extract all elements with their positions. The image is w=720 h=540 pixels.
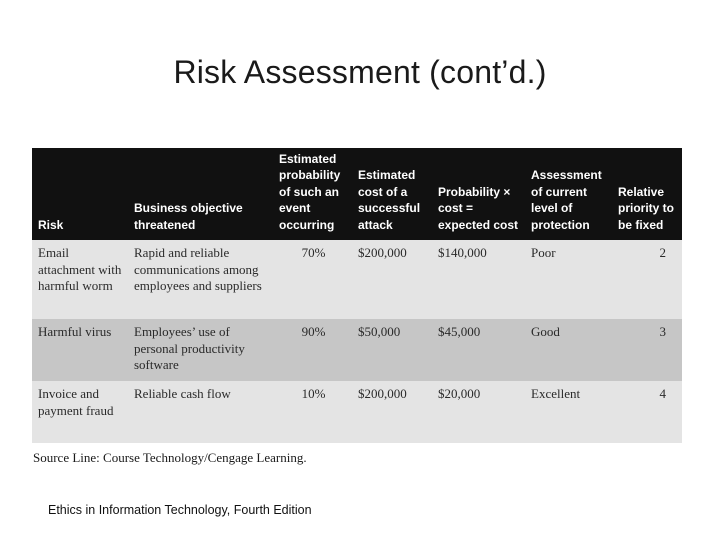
cell-risk: Harmful virus	[38, 324, 112, 339]
header-business-objective: Business objective threatened	[134, 201, 243, 232]
table-header-row	[32, 148, 682, 240]
table-row	[32, 319, 682, 381]
cell-priority: 3	[659, 324, 666, 339]
header-risk: Risk	[38, 217, 64, 232]
cell-expected-cost: $20,000	[438, 386, 481, 401]
header-expected-cost: Probability × cost = expected cost	[438, 184, 519, 232]
table-row	[32, 381, 682, 443]
header-cost: Estimated cost of a successful attack	[358, 168, 421, 232]
cell-priority: 2	[659, 245, 666, 260]
table-source-line: Source Line: Course Technology/Cengage Learning.	[33, 450, 307, 465]
table-row	[32, 240, 682, 319]
cell-cost: $200,000	[358, 386, 407, 401]
cell-probability: 90%	[301, 324, 326, 339]
cell-expected-cost: $45,000	[438, 324, 481, 339]
header-priority: Relative priority to be fixed	[618, 184, 674, 232]
cell-expected-cost: $140,000	[438, 245, 487, 260]
cell-priority: 4	[659, 386, 666, 401]
cell-business-objective: Employees’ use of personal productivity software	[134, 324, 245, 372]
cell-risk: Invoice and payment fraud	[38, 386, 114, 418]
header-probability: Estimated probability of such an event occurring	[279, 151, 341, 232]
header-protection-level: Assessment of current level of protection	[531, 168, 602, 232]
cell-probability: 70%	[301, 245, 326, 260]
cell-cost: $50,000	[358, 324, 401, 339]
cell-business-objective: Rapid and reliable communications among employees and suppliers	[134, 245, 262, 293]
risk-assessment-table	[32, 148, 682, 443]
cell-protection-level: Excellent	[531, 386, 581, 401]
cell-risk: Email attachment with harmful worm	[38, 245, 122, 293]
cell-business-objective: Reliable cash flow	[134, 386, 231, 401]
cell-probability: 10%	[301, 386, 326, 401]
cell-cost: $200,000	[358, 245, 407, 260]
slide-footer: Ethics in Information Technology, Fourth Edition	[48, 503, 312, 517]
cell-protection-level: Good	[531, 324, 560, 339]
cell-protection-level: Poor	[531, 245, 556, 260]
slide-title: Risk Assessment (cont’d.)	[173, 54, 547, 90]
